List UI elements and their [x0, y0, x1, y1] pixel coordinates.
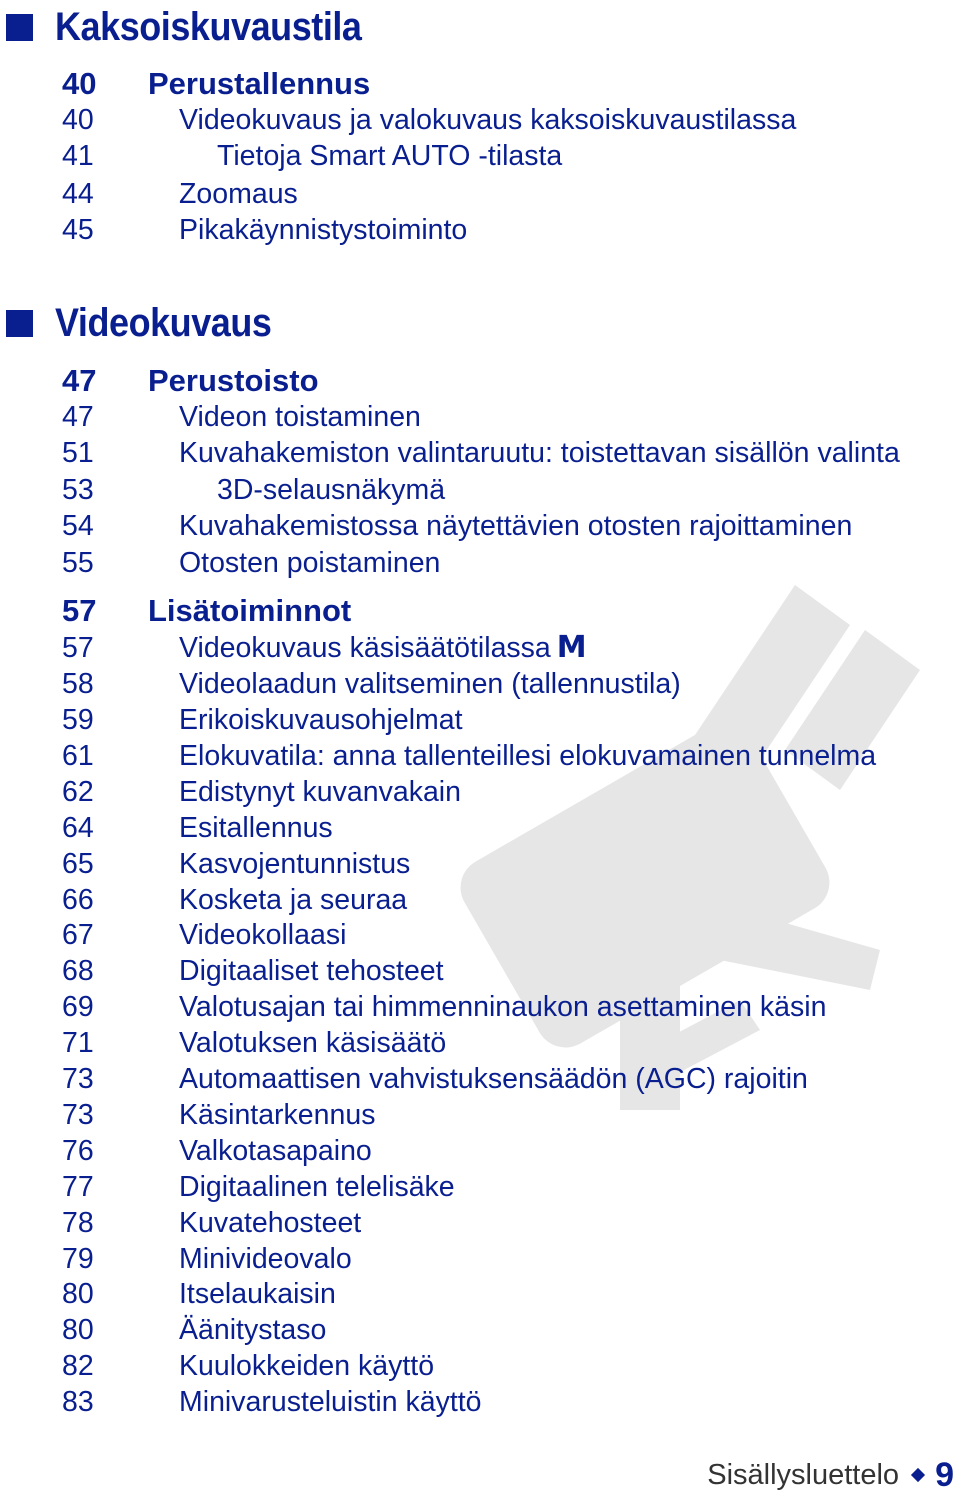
toc-entry[interactable]: [62, 472, 960, 508]
entry-title: Edistynyt kuvanvakain: [179, 776, 461, 808]
entry-title: Esitallennus: [179, 812, 333, 844]
page-number: 47: [62, 401, 94, 433]
toc-entry[interactable]: [62, 989, 960, 1025]
entry-title: Videolaadun valitseminen (tallennustila): [179, 668, 681, 700]
page-number: 73: [62, 1099, 94, 1131]
toc-entry[interactable]: [62, 1133, 960, 1169]
toc-entry[interactable]: [62, 363, 960, 399]
page-number: 45: [62, 214, 94, 246]
entry-title: Lisätoiminnot: [148, 593, 352, 628]
toc-entry[interactable]: [62, 102, 960, 138]
page-footer: [707, 1455, 954, 1495]
toc-entry[interactable]: [62, 1061, 960, 1097]
section-title: Kaksoiskuvaustila: [55, 5, 362, 49]
entry-title: Videon toistaminen: [179, 401, 421, 433]
page-number: 69: [62, 991, 94, 1023]
page-number: 62: [62, 776, 94, 808]
toc-entry[interactable]: [62, 1348, 960, 1384]
entry-title: Videokuvaus ja valokuvaus kaksoiskuvaustilassa: [179, 104, 797, 136]
entry-title: Minivarusteluistin käyttö: [179, 1386, 482, 1418]
entry-title: Digitaaliset tehosteet: [179, 955, 444, 987]
toc-entry[interactable]: [62, 508, 960, 544]
page-number: 68: [62, 955, 94, 987]
toc-entry[interactable]: [62, 1205, 960, 1241]
entry-title: Otosten poistaminen: [179, 547, 441, 579]
page-number: 73: [62, 1063, 94, 1095]
toc-entry[interactable]: [62, 630, 960, 666]
toc-entry[interactable]: [62, 917, 960, 953]
manual-mode-icon: M: [556, 630, 586, 665]
page-number: 80: [62, 1314, 94, 1346]
toc-entry[interactable]: [62, 1384, 960, 1420]
toc-entry[interactable]: [62, 1169, 960, 1205]
toc-entry[interactable]: [62, 545, 960, 581]
diamond-icon: [911, 1468, 925, 1482]
page-number: 80: [62, 1278, 94, 1310]
toc-entry[interactable]: [62, 1312, 960, 1348]
toc-entry[interactable]: [62, 953, 960, 989]
toc-entry[interactable]: [62, 1241, 960, 1277]
page-number: 64: [62, 812, 94, 844]
page-number: 77: [62, 1171, 94, 1203]
page-number: 55: [62, 547, 94, 579]
page-number: 61: [62, 740, 94, 772]
entry-title: Pikakäynnistystoiminto: [179, 214, 468, 246]
page-number: 71: [62, 1027, 94, 1059]
page-number: 57: [62, 593, 97, 628]
page-number: 51: [62, 437, 94, 469]
page-number: 82: [62, 1350, 94, 1382]
page-number: 54: [62, 510, 94, 542]
entry-title: Valotuksen käsisäätö: [179, 1027, 447, 1059]
entry-title: Videokollaasi: [179, 919, 347, 951]
page-number: 78: [62, 1207, 94, 1239]
entry-title: Kuvatehosteet: [179, 1207, 362, 1239]
toc-entry[interactable]: [62, 666, 960, 702]
entry-title: Elokuvatila: anna tallenteillesi elokuvamainen tunnelma: [179, 740, 877, 772]
page-number: 47: [62, 363, 97, 398]
page-number: 66: [62, 884, 94, 916]
entry-title: Kuvahakemistossa näytettävien otosten rajoittaminen: [179, 510, 853, 542]
toc-entry[interactable]: [62, 774, 960, 810]
entry-title: Äänitystaso: [179, 1314, 327, 1346]
square-bullet-icon: [6, 310, 33, 337]
entry-title: Kasvojentunnistus: [179, 848, 411, 880]
entry-title: Käsintarkennus: [179, 1099, 376, 1131]
toc-entry[interactable]: [62, 435, 960, 471]
entry-title: Digitaalinen telelisäke: [179, 1171, 455, 1203]
entry-title: Kuulokkeiden käyttö: [179, 1350, 435, 1382]
entry-title-wrapper: [179, 630, 586, 666]
page-number: 44: [62, 178, 94, 210]
entry-title: Perustoisto: [148, 363, 319, 398]
toc-entry[interactable]: [62, 882, 960, 918]
entry-title: Kosketa ja seuraa: [179, 884, 408, 916]
page-number: 59: [62, 704, 94, 736]
toc-entry[interactable]: [62, 138, 960, 174]
page-number: 41: [62, 140, 94, 172]
entry-title: Videokuvaus käsisäätötilassa: [179, 632, 551, 664]
page-number: 58: [62, 668, 94, 700]
entry-title: Zoomaus: [179, 178, 298, 210]
toc-entry[interactable]: [62, 176, 960, 212]
page-number: 83: [62, 1386, 94, 1418]
entry-title: Valotusajan tai himmenninaukon asettaminen käsin: [179, 991, 827, 1023]
section-heading: [6, 2, 396, 52]
section-heading: [6, 298, 296, 348]
entry-title: Minivideovalo: [179, 1243, 352, 1275]
toc-entry[interactable]: [62, 1276, 960, 1312]
toc-entry[interactable]: [62, 702, 960, 738]
page-number: 40: [62, 104, 94, 136]
entry-title: Kuvahakemiston valintaruutu: toistettavan sisällön valinta: [179, 437, 900, 469]
section-title: Videokuvaus: [55, 301, 272, 345]
page-number: 79: [62, 1243, 94, 1275]
toc-entry[interactable]: [62, 1025, 960, 1061]
toc-entry[interactable]: [62, 846, 960, 882]
page-number: 53: [62, 474, 94, 506]
toc-entry[interactable]: [62, 738, 960, 774]
entry-title: Valkotasapaino: [179, 1135, 372, 1167]
toc-entry[interactable]: [62, 399, 960, 435]
entry-title: Perustallennus: [148, 66, 371, 101]
footer-label: Sisällysluettelo: [707, 1458, 900, 1491]
square-bullet-icon: [6, 14, 33, 41]
page-number: 76: [62, 1135, 94, 1167]
entry-title: Automaattisen vahvistuksensäädön (AGC) rajoitin: [179, 1063, 808, 1095]
toc-entry[interactable]: [62, 593, 960, 629]
entry-title: Tietoja Smart AUTO -tilasta: [217, 140, 563, 172]
toc-entry[interactable]: [62, 212, 960, 248]
page-number: 9: [935, 1455, 954, 1494]
entry-title: Erikoiskuvausohjelmat: [179, 704, 463, 736]
page-number: 40: [62, 66, 97, 101]
page-number: 67: [62, 919, 94, 951]
page-number: 65: [62, 848, 94, 880]
page-number: 57: [62, 632, 94, 664]
toc-entry[interactable]: [62, 1097, 960, 1133]
toc-entry[interactable]: [62, 810, 960, 846]
toc-entry[interactable]: [62, 66, 960, 102]
entry-title: 3D-selausnäkymä: [217, 474, 446, 506]
entry-title: Itselaukaisin: [179, 1278, 336, 1310]
